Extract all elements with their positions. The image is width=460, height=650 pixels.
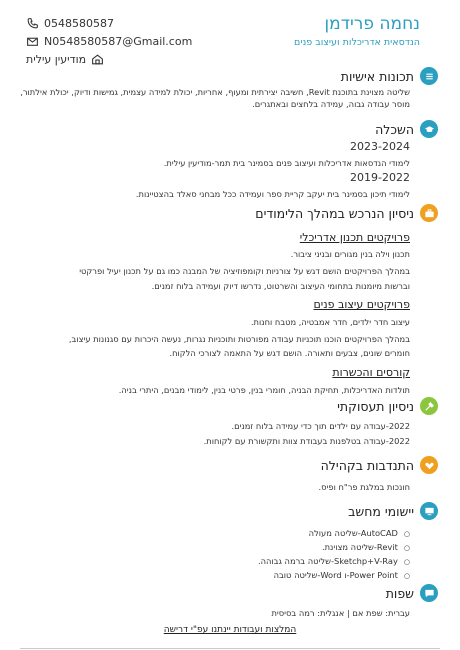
group-line: תכנון וילה בנין מגורים ובניני ציבור. <box>290 249 410 259</box>
home-icon <box>91 53 104 66</box>
city-name: מודיעין עילית <box>26 52 87 66</box>
briefcase-icon <box>420 204 438 222</box>
list-icon <box>420 67 438 85</box>
section-title: שפות <box>385 585 414 601</box>
section-volunteer <box>321 456 438 474</box>
computer-icon <box>420 502 438 520</box>
group-heading: קורסים והכשרות <box>332 366 410 379</box>
education-years: 2019-2022 <box>350 171 410 184</box>
group-line: במהלך הפרויקטים הוכנו תוכניות עבודה מפורטות ותוכניות נגרות, נעשה היכרות עם סגנונות עיצוב, <box>68 334 410 344</box>
person-name: נחמה פרידמן <box>324 14 420 34</box>
phone-icon <box>26 17 39 30</box>
phone-row <box>26 14 192 32</box>
section-title: השכלה <box>375 121 414 137</box>
list-item: ○ Revit-שליטה מצוינת. <box>258 541 410 555</box>
section-title: תכונות אישיות <box>340 68 414 84</box>
chat-bubble-icon <box>420 584 438 602</box>
personal-text: שליטה מצוינת בתוכנת Revit, חשיבה יצירתית ומעוף, אחריות, יכולת למידה עצמית, גמישות ודיוק, יכולת אילתור, מוסר עבודה גבוה, עמידה בלחצים ובאתגרים. <box>20 87 410 109</box>
section-personal <box>341 67 438 85</box>
heart-hands-icon <box>420 456 438 474</box>
work-line: 2022-עבודה עם ילדים תוך כדי עמידה בלוח זמנים. <box>231 421 410 431</box>
resume-header <box>294 14 420 48</box>
phone-number: 0548580587 <box>44 16 114 30</box>
section-title: התנדבות בקהילה <box>320 457 414 473</box>
group-line: וברשות מיומנות בתחומי העיצוב והשרטוט, נדרשו דיוק ועמידה בלוח זמנים. <box>151 281 410 291</box>
group-heading: פרויקטים עיצוב פנים <box>313 298 410 311</box>
list-item: ○ Sketchp+V-Ray-שליטה ברמה גבוהה. <box>258 555 410 569</box>
languages-text: עברית: שפת אם | אנגלית: רמה בסיסית <box>271 608 410 618</box>
tools-icon <box>420 397 438 415</box>
volunteer-text: חונכות במלגת פר"ח ופיס. <box>318 482 410 492</box>
section-title: יישומי מחשב <box>348 503 414 519</box>
education-text: לימודי הנדסאות אדריכלות ועיצוב פנים בסמינר בית תמר-מודיעין עילית. <box>163 158 410 168</box>
footer-note: המלצות ועבודות יינתנו עפ"י דרישה <box>163 625 297 635</box>
contact-block <box>26 14 192 68</box>
group-line: תולדות האדריכלות, תחיקת הבניה, חומרי בנין, פרטי בנין, לימודי מבנים, היתרי בניה. <box>118 385 410 395</box>
education-text: לימודי תיכון בסמינר בית יעקב קריית ספר ועמידה ככל מבחני סאלד בהצטיינות. <box>135 189 410 199</box>
city-row <box>26 50 192 68</box>
list-item: ○ Power Point-ו Word-שליטה טובה <box>258 569 410 583</box>
work-line: 2022-עבודה בטלפנות בעבודת צוות ותקשורת עם לקוחות. <box>203 436 410 446</box>
group-heading: פרויקטים תכנון אדריכלי <box>299 231 410 244</box>
bottom-divider <box>20 648 440 649</box>
section-title: ניסיון הנרכש במהלך הלימודים <box>255 205 414 221</box>
group-line: עיצוב חדר ילדים, חדר אמבטיה, מטבח וחנות. <box>250 317 410 327</box>
email-row <box>26 32 192 50</box>
section-study-experience <box>255 204 438 222</box>
section-software <box>348 502 438 520</box>
group-line: במהלך הפרויקטים הושם דגש על צורניות וקומפוזיציה של המבנה כמו גם על תכנון יעיל ופרקטי <box>79 266 410 276</box>
software-list <box>258 527 410 583</box>
section-education <box>375 120 438 138</box>
section-languages <box>386 584 438 602</box>
group-line: חומרים שונים, צבעים ותאורה. הושם דגש על התאמה לצורכי הלקוח. <box>169 348 410 358</box>
job-title: הנדסאית אדריכלות ועיצוב פנים <box>294 37 420 48</box>
section-title: ניסיון תעסוקתי <box>337 398 414 414</box>
mail-icon <box>26 35 39 48</box>
graduation-cap-icon <box>420 120 438 138</box>
section-work <box>337 397 438 415</box>
list-item: ○ AutoCAD-שליטה מעולה <box>258 527 410 541</box>
education-years: 2023-2024 <box>350 140 410 153</box>
email-address: N0548580587@Gmail.com <box>44 34 193 48</box>
